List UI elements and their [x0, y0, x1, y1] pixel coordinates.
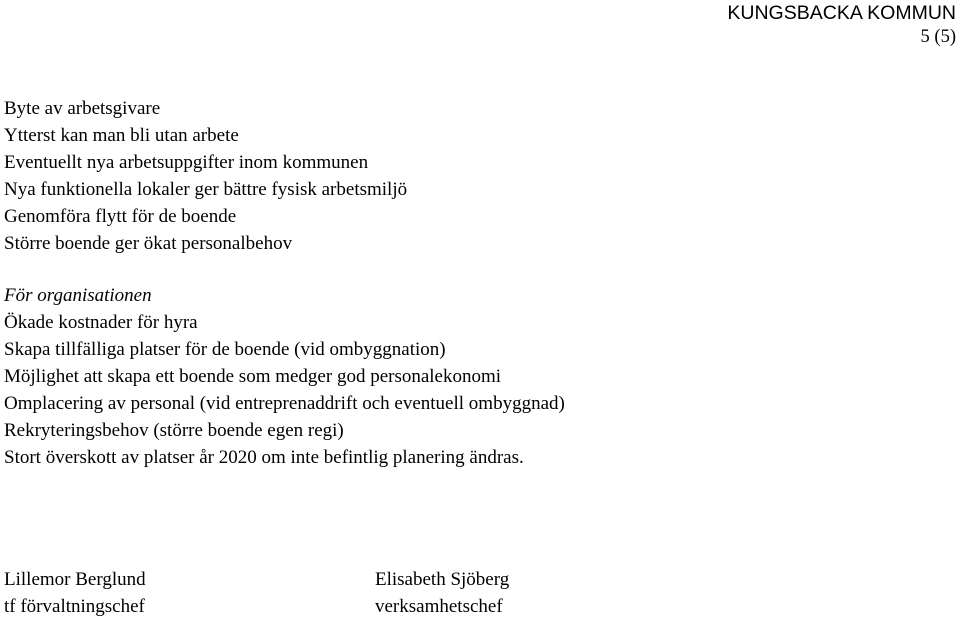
section-heading: För organisationen [4, 282, 954, 309]
list-item: Genomföra flytt för de boende [4, 203, 954, 230]
list-item: Rekryteringsbehov (större boende egen regi) [4, 417, 954, 444]
list-item: Ytterst kan man bli utan arbete [4, 122, 954, 149]
consequence-list-organization [4, 282, 954, 471]
signatory-name: Elisabeth Sjöberg [375, 567, 509, 594]
paragraph-gap [4, 257, 954, 282]
list-item: Större boende ger ökat personalbehov [4, 230, 954, 257]
list-item: Omplacering av personal (vid entreprenaddrift och eventuell ombyggnad) [4, 390, 954, 417]
list-item: Skapa tillfälliga platser för de boende (vid ombyggnation) [4, 336, 954, 363]
list-item: Eventuellt nya arbetsuppgifter inom kommunen [4, 149, 954, 176]
list-item: Nya funktionella lokaler ger bättre fysisk arbetsmiljö [4, 176, 954, 203]
signatory-title: verksamhetschef [375, 594, 509, 620]
list-item: Ökade kostnader för hyra [4, 309, 954, 336]
signature-block-left [4, 567, 146, 620]
list-item: Möjlighet att skapa ett boende som medger god personalekonomi [4, 363, 954, 390]
signatory-title: tf förvaltningschef [4, 594, 146, 620]
page-number: 5 (5) [921, 25, 956, 49]
list-item: Stort överskott av platser år 2020 om inte befintlig planering ändras. [4, 444, 954, 471]
signatory-name: Lillemor Berglund [4, 567, 146, 594]
signature-block-right [375, 567, 509, 620]
list-item: Byte av arbetsgivare [4, 95, 954, 122]
organization-name: KUNGSBACKA KOMMUN [727, 0, 956, 26]
consequence-list-employees [4, 95, 954, 257]
document-body [4, 95, 954, 471]
